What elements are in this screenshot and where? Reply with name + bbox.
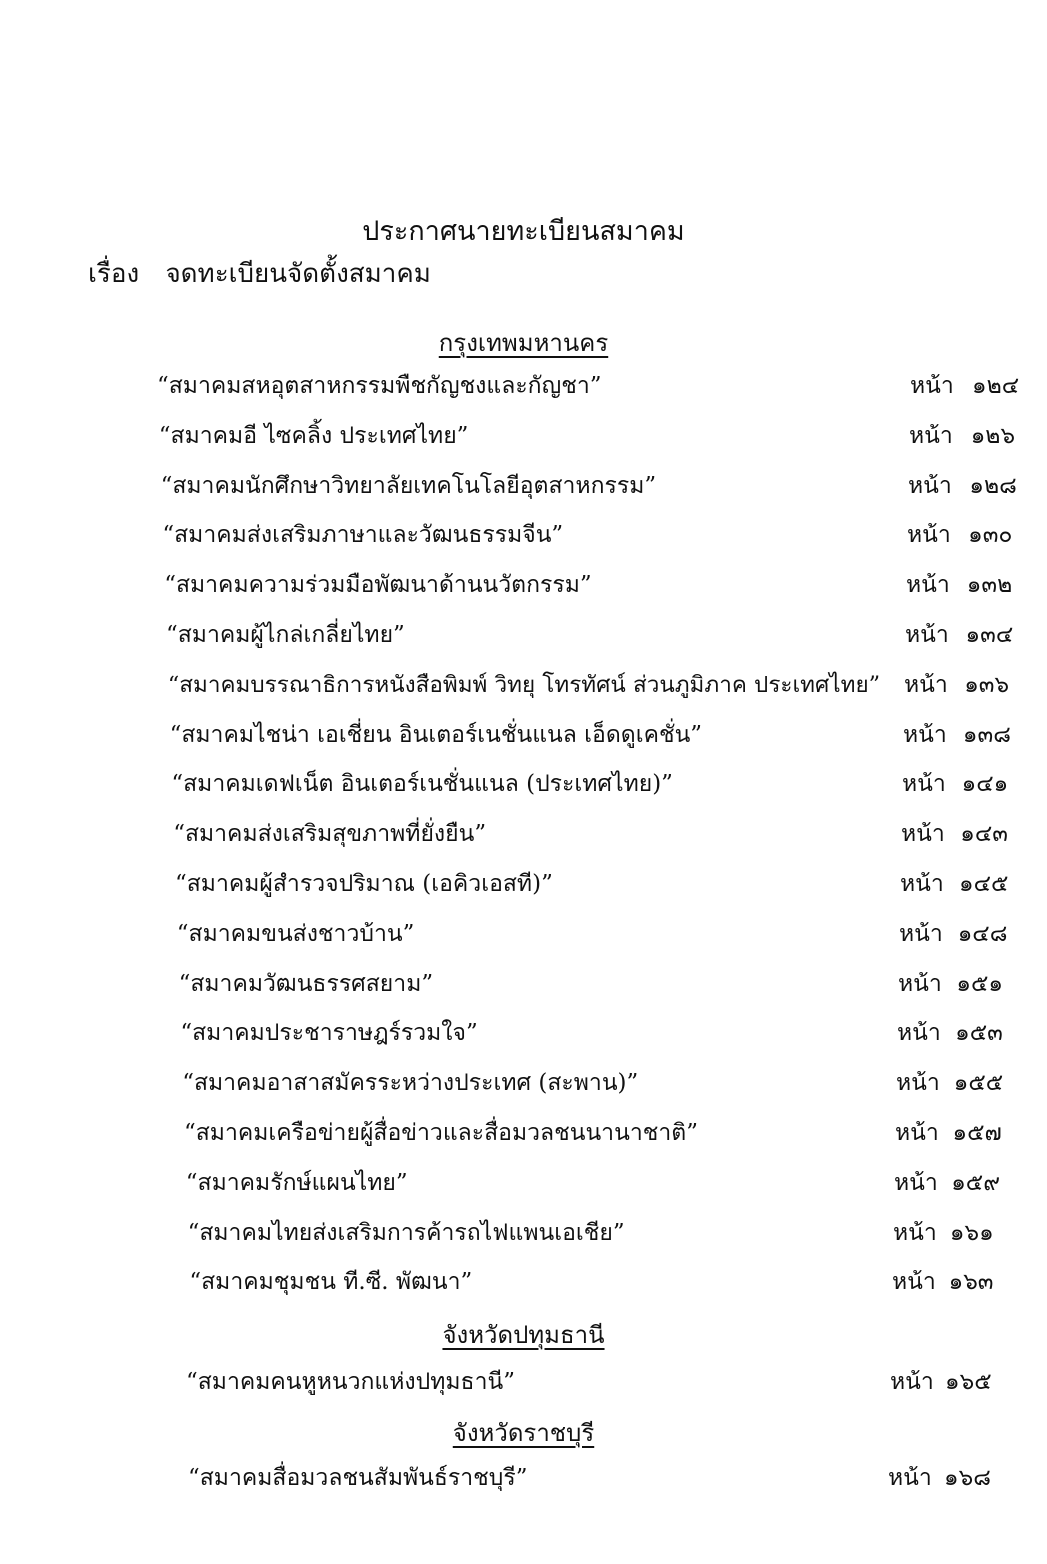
association-name: “สมาคมเครือข่ายผู้สื่อข่าวและสื่อมวลชนนานาชาติ” (184, 1120, 698, 1146)
association-name: “สมาคมขนส่งชาวบ้าน” (176, 920, 415, 947)
list-item (0, 715, 1047, 755)
page-number: ๑๒๔ (972, 373, 1020, 399)
association-name: “สมาคมส่งเสริมสุขภาพที่ยั่งยืน” (173, 821, 487, 848)
page-number: ๑๔๓ (960, 821, 1009, 848)
page-label: หน้า (897, 1020, 941, 1047)
page-label: หน้า (910, 373, 954, 399)
list-item (0, 964, 1047, 1004)
subject-text: จดทะเบียนจัดตั้งสมาคม (165, 259, 431, 289)
subject-label: เรื่อง (88, 259, 140, 289)
page-label: หน้า (892, 1269, 936, 1296)
document-title: ประกาศนายทะเบียนสมาคม (362, 216, 685, 247)
page-label: หน้า (896, 1070, 940, 1097)
section-heading-text: จังหวัดราชบุรี (452, 1419, 595, 1447)
list-item (0, 1063, 1047, 1103)
page-number: ๑๖๘ (944, 1465, 991, 1491)
page-number: ๑๓๐ (968, 522, 1013, 549)
association-name: “สมาคมส่งเสริมภาษาและวัฒนธรรมจีน” (162, 522, 564, 549)
page-number: ๑๔๕ (959, 871, 1009, 897)
page-number: ๑๕๑ (956, 970, 1003, 997)
page-number: ๑๓๘ (962, 721, 1011, 748)
page-number: ๑๖๕ (945, 1369, 992, 1395)
list-item (0, 764, 1047, 804)
page-label: หน้า (890, 1369, 934, 1395)
page-label: หน้า (901, 821, 945, 848)
association-name: “สมาคมสื่อมวลชนสัมพันธ์ราชบุรี” (188, 1465, 528, 1491)
association-name: “สมาคมวัฒนธรรศสยาม” (178, 970, 434, 997)
page-label: หน้า (899, 920, 943, 947)
association-name: “สมาคมประชาราษฎร์รวมใจ” (180, 1020, 478, 1047)
page-number: ๑๓๒ (966, 572, 1013, 599)
page-label: หน้า (893, 1219, 937, 1246)
list-item (0, 466, 1047, 506)
association-name: “สมาคมไทยส่งเสริมการค้ารถไฟแพนเอเชีย” (187, 1219, 625, 1246)
section-heading (0, 1318, 1047, 1352)
section-heading-text: จังหวัดปทุมธานี (442, 1321, 605, 1349)
association-name: “สมาคมชุมชน ที.ซี. พัฒนา” (189, 1269, 473, 1296)
page-number: ๑๓๔ (965, 622, 1014, 648)
page-label: หน้า (900, 871, 944, 897)
page-number: ๑๕๙ (951, 1169, 1001, 1196)
page-label: หน้า (903, 721, 947, 748)
association-name: “สมาคมผู้ไกล่เกลี่ยไทย” (166, 622, 405, 648)
association-name: “สมาคมคนหูหนวกแห่งปทุมธานี” (186, 1369, 515, 1395)
list-item (0, 1262, 1047, 1302)
page-label: หน้า (904, 671, 948, 698)
list-item (0, 814, 1047, 854)
subject-line (88, 254, 431, 294)
list-item (0, 1163, 1047, 1203)
page-number: ๑๓๖ (964, 671, 1010, 698)
association-name: “สมาคมรักษ์แผนไทย” (185, 1169, 408, 1196)
list-item (0, 515, 1047, 555)
page-label: หน้า (894, 1169, 938, 1196)
association-name: “สมาคมผู้สำรวจปริมาณ (เอคิวเอสที)” (175, 871, 553, 897)
association-name: “สมาคมบรรณาธิการหนังสือพิมพ์ วิทยุ โทรทัศน์ ส่วนภูมิภาค ประเทศไทย” (167, 671, 881, 698)
list-item (0, 665, 1047, 705)
page-number: ๑๕๓ (955, 1020, 1003, 1047)
page-label: หน้า (888, 1465, 932, 1491)
page-number: ๑๔๑ (961, 771, 1009, 798)
list-item (0, 416, 1047, 456)
list-item (0, 366, 1047, 406)
page-number: ๑๔๘ (957, 920, 1008, 947)
page-label: หน้า (905, 622, 949, 648)
list-item (0, 1113, 1047, 1153)
list-item (0, 565, 1047, 605)
page-number: ๑๒๘ (969, 472, 1017, 499)
list-item (0, 1213, 1047, 1253)
section-heading (0, 1416, 1047, 1450)
section-heading (0, 326, 1047, 360)
list-item (0, 1458, 1047, 1498)
association-name: “สมาคมอี ไซคลิ้ง ประเทศไทย” (158, 422, 469, 449)
page-label: หน้า (906, 572, 950, 599)
page-label: หน้า (895, 1120, 939, 1146)
association-name: “สมาคมเดฟเน็ต อินเตอร์เนชั่นแนล (ประเทศไทย)” (171, 771, 673, 798)
list-item (0, 615, 1047, 655)
page-label: หน้า (907, 522, 951, 549)
list-item (0, 864, 1047, 904)
association-name: “สมาคมนักศึกษาวิทยาลัยเทคโนโลยีอุตสาหกรรม” (160, 472, 657, 499)
page-number: ๑๕๕ (953, 1070, 1004, 1097)
page-label: หน้า (898, 970, 942, 997)
page-number: ๑๕๗ (952, 1120, 1002, 1146)
section-heading-text: กรุงเทพมหานคร (438, 329, 609, 357)
page-number: ๑๖๓ (948, 1269, 994, 1296)
association-name: “สมาคมอาสาสมัครระหว่างประเทศ (สะพาน)” (182, 1070, 639, 1097)
page-label: หน้า (909, 422, 953, 449)
association-name: “สมาคมไชน่า เอเชี่ยน อินเตอร์เนชั่นแนล เอ็ดดูเคชั่น” (169, 721, 703, 748)
association-name: “สมาคมความร่วมมือพัฒนาด้านนวัตกรรม” (164, 572, 592, 599)
page-number: ๑๖๑ (949, 1219, 994, 1246)
page-number: ๑๒๖ (970, 422, 1016, 449)
list-item (0, 1362, 1047, 1402)
list-item (0, 914, 1047, 954)
page-label: หน้า (902, 771, 946, 798)
association-name: “สมาคมสหอุตสาหกรรมพืชกัญชงและกัญชา” (157, 373, 602, 399)
page-label: หน้า (908, 472, 952, 499)
list-item (0, 1013, 1047, 1053)
